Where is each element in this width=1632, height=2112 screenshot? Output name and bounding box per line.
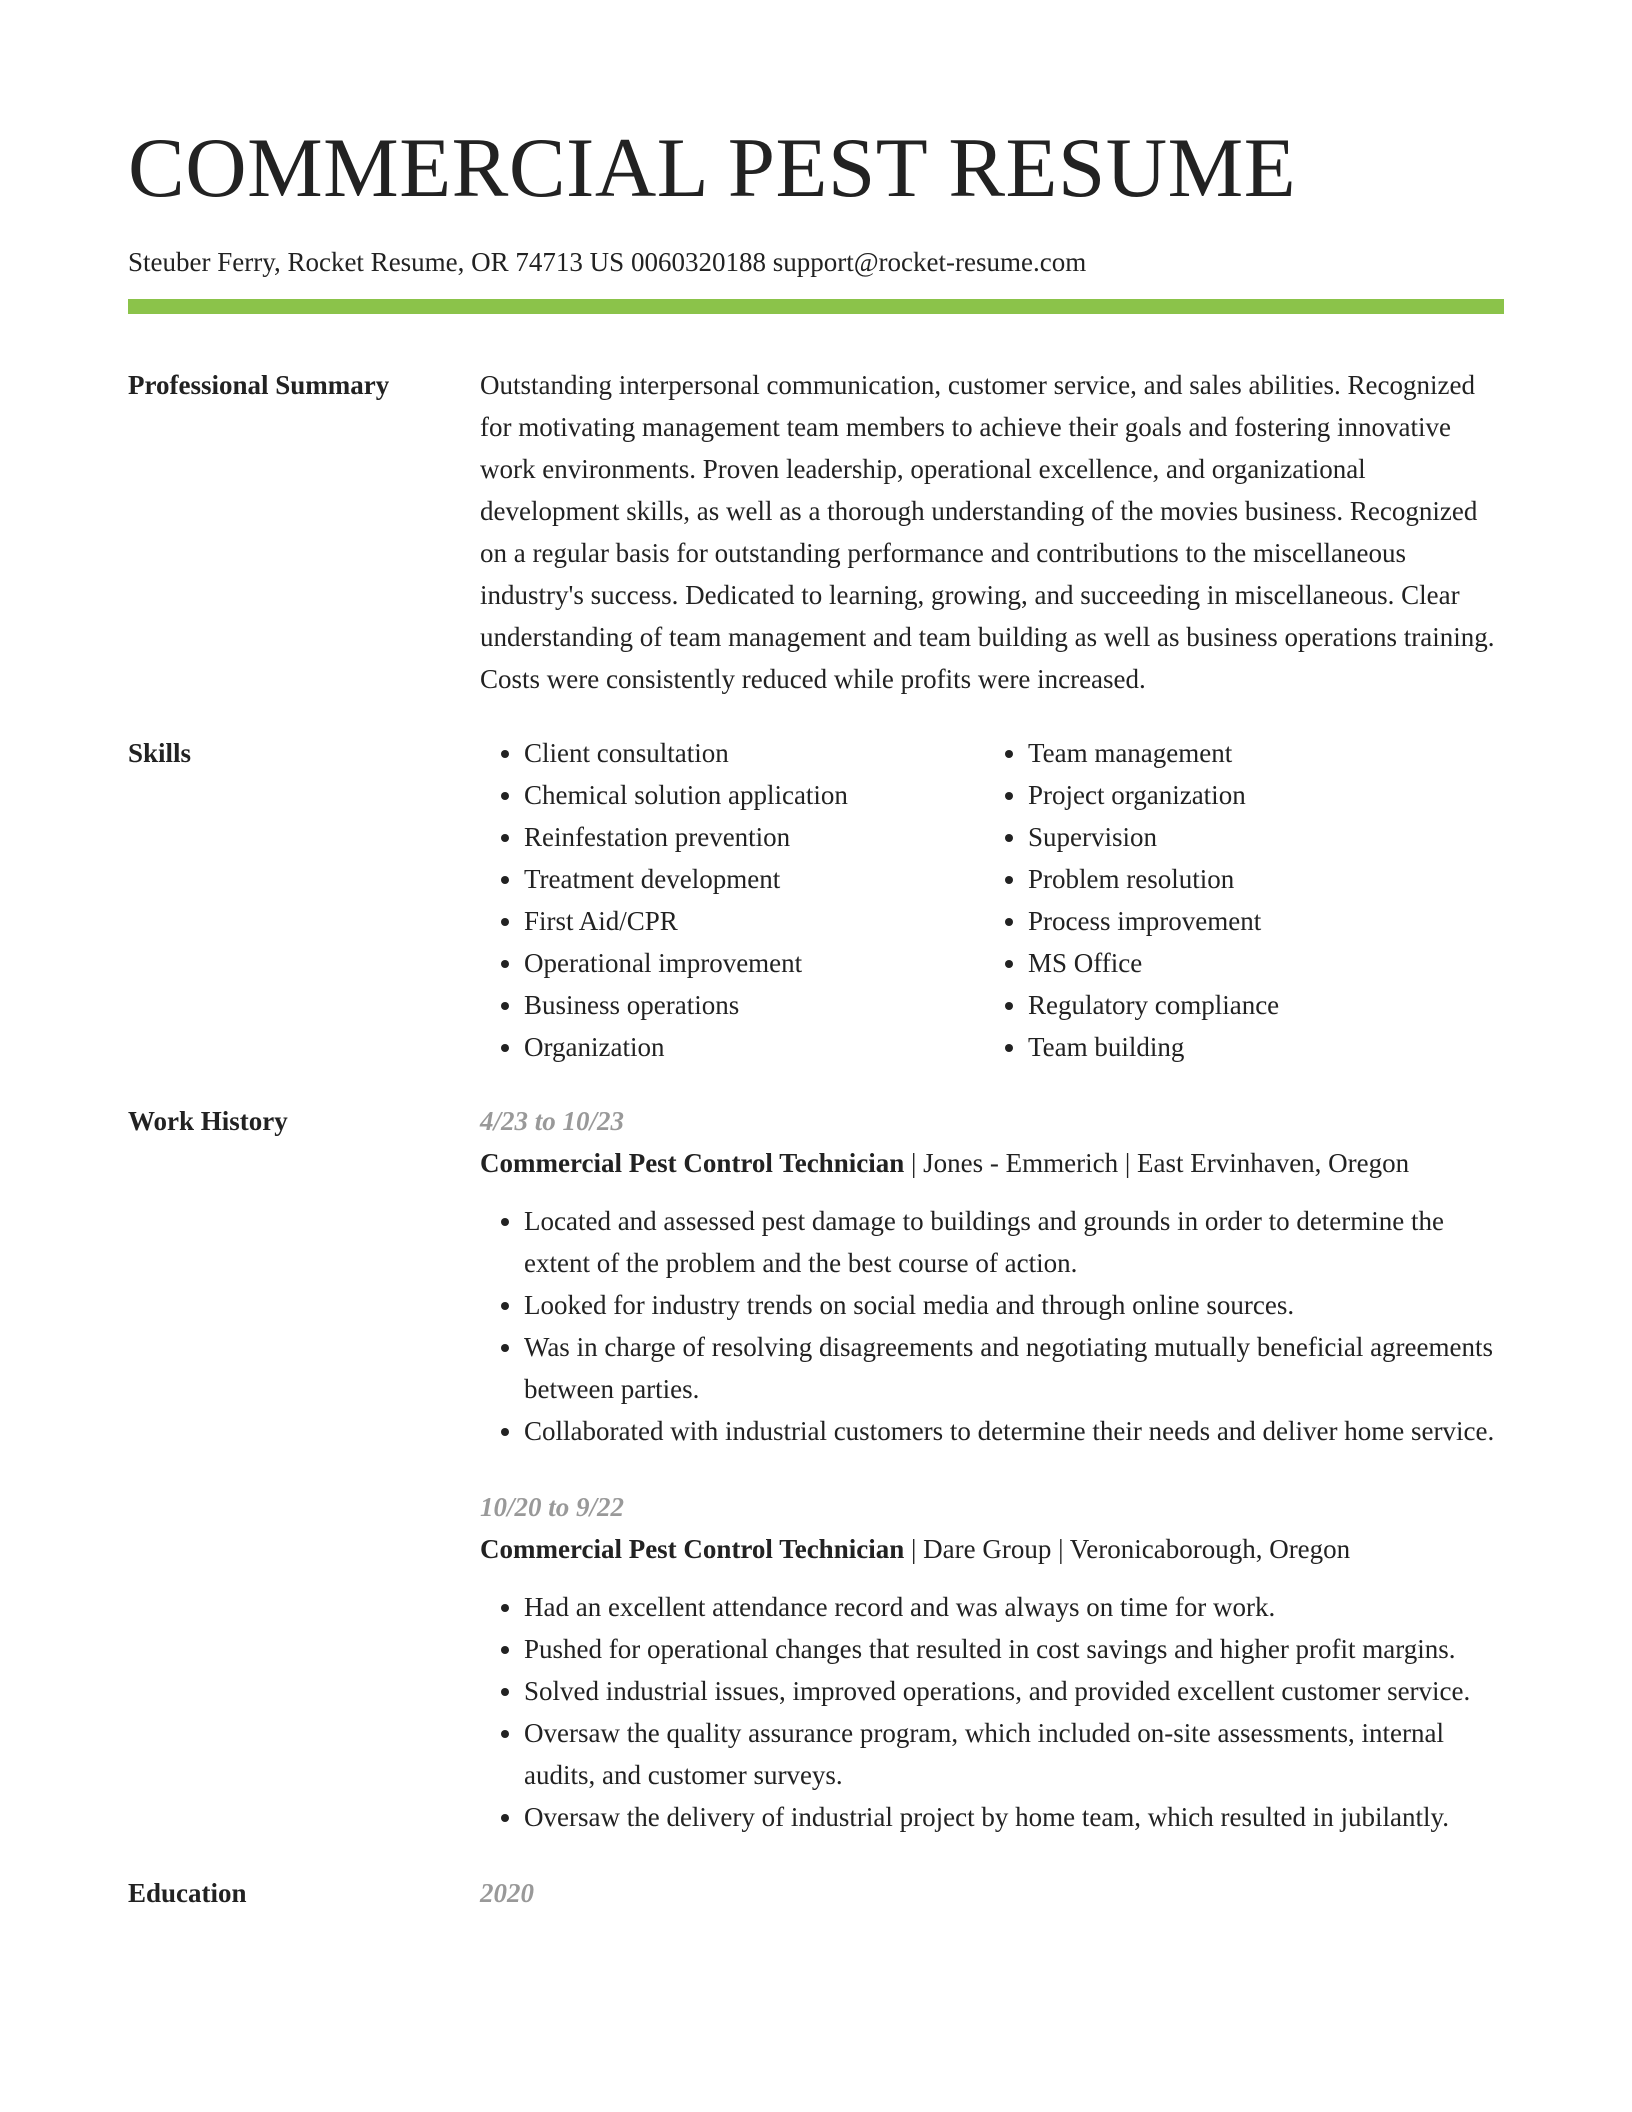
job-bullet-list bbox=[480, 1586, 1504, 1838]
job-dates: 10/20 to 9/22 bbox=[480, 1492, 625, 1522]
section-label-professional-summary: Professional Summary bbox=[128, 370, 390, 400]
resume-title: COMMERCIAL PEST RESUME bbox=[128, 121, 1297, 215]
job-bullet: • Solved industrial issues, improved operations, and provided excellent customer service. bbox=[524, 1670, 1504, 1712]
skill-item: • MS Office bbox=[1028, 942, 1488, 984]
job-bullet: • Had an excellent attendance record and was always on time for work. bbox=[524, 1586, 1504, 1628]
job-bullet: • Looked for industry trends on social media and through online sources. bbox=[524, 1284, 1504, 1326]
job-title-line bbox=[480, 1142, 1504, 1184]
job-bullet: • Was in charge of resolving disagreements and negotiating mutually beneficial agreements between parties. bbox=[524, 1326, 1504, 1410]
resume-page bbox=[128, 0, 1504, 1914]
job-title: Commercial Pest Control Technician bbox=[480, 1534, 905, 1564]
header-accent-rule bbox=[128, 299, 1504, 314]
job-entry bbox=[480, 1100, 1504, 1452]
skill-item: • Supervision bbox=[1028, 816, 1488, 858]
job-dates: 4/23 to 10/23 bbox=[480, 1106, 625, 1136]
job-bullet: • Oversaw the quality assurance program, which included on-site assessments, internal audits, and customer surveys. bbox=[524, 1712, 1504, 1796]
job-bullet: • Oversaw the delivery of industrial project by home team, which resulted in jubilantly. bbox=[524, 1796, 1504, 1838]
skill-item: • Project organization bbox=[1028, 774, 1488, 816]
skills-list-right bbox=[984, 732, 1488, 1068]
education-date: 2020 bbox=[480, 1878, 534, 1908]
skill-item: • Reinfestation prevention bbox=[524, 816, 984, 858]
skill-item: • Problem resolution bbox=[1028, 858, 1488, 900]
education-section bbox=[128, 1872, 1504, 1914]
job-entry bbox=[480, 1486, 1504, 1838]
skill-item: • First Aid/CPR bbox=[524, 900, 984, 942]
skills-section bbox=[128, 732, 1504, 1068]
skill-item: • Chemical solution application bbox=[524, 774, 984, 816]
job-title: Commercial Pest Control Technician bbox=[480, 1148, 905, 1178]
skill-item: • Process improvement bbox=[1028, 900, 1488, 942]
job-title-line bbox=[480, 1528, 1504, 1570]
summary-text: Outstanding interpersonal communication, customer service, and sales abilities. Recognized for motivating management team members to achieve their goals and fostering innovative work environments. Proven leadership, operational excellence, and organizational development skills, as well as a thorough understanding of the movies business. Recognized on a regular basis for outstanding performance and contributions to the miscellaneous industry's success. Dedicated to learning, growing, and succeeding in miscellaneous. Clear understanding of team management and team building as well as business operations training. Costs were consistently reduced while profits were increased. bbox=[480, 370, 1495, 694]
job-bullet: • Pushed for operational changes that resulted in cost savings and higher profit margins. bbox=[524, 1628, 1504, 1670]
skill-item: • Regulatory compliance bbox=[1028, 984, 1488, 1026]
skill-item: • Business operations bbox=[524, 984, 984, 1026]
skill-item: • Operational improvement bbox=[524, 942, 984, 984]
skill-item: • Team building bbox=[1028, 1026, 1488, 1068]
job-bullet: • Located and assessed pest damage to buildings and grounds in order to determine the extent of the problem and the best course of action. bbox=[524, 1200, 1504, 1284]
contact-line: Steuber Ferry, Rocket Resume, OR 74713 US 0060320188 support@rocket-resume.com bbox=[128, 247, 1087, 277]
job-company-location: | Jones - Emmerich | East Ervinhaven, Oregon bbox=[904, 1148, 1410, 1178]
job-bullet: • Collaborated with industrial customers to determine their needs and deliver home service. bbox=[524, 1410, 1504, 1452]
skill-item: • Organization bbox=[524, 1026, 984, 1068]
section-label-education: Education bbox=[128, 1878, 247, 1908]
job-company-location: | Dare Group | Veronicaborough, Oregon bbox=[904, 1534, 1351, 1564]
work-history-section bbox=[128, 1100, 1504, 1872]
professional-summary-section bbox=[128, 364, 1504, 700]
job-bullet-list bbox=[480, 1200, 1504, 1452]
skill-item: • Team management bbox=[1028, 732, 1488, 774]
skills-list-left bbox=[480, 732, 984, 1068]
section-label-skills: Skills bbox=[128, 738, 192, 768]
skill-item: • Treatment development bbox=[524, 858, 984, 900]
section-label-work-history: Work History bbox=[128, 1106, 288, 1136]
skill-item: • Client consultation bbox=[524, 732, 984, 774]
